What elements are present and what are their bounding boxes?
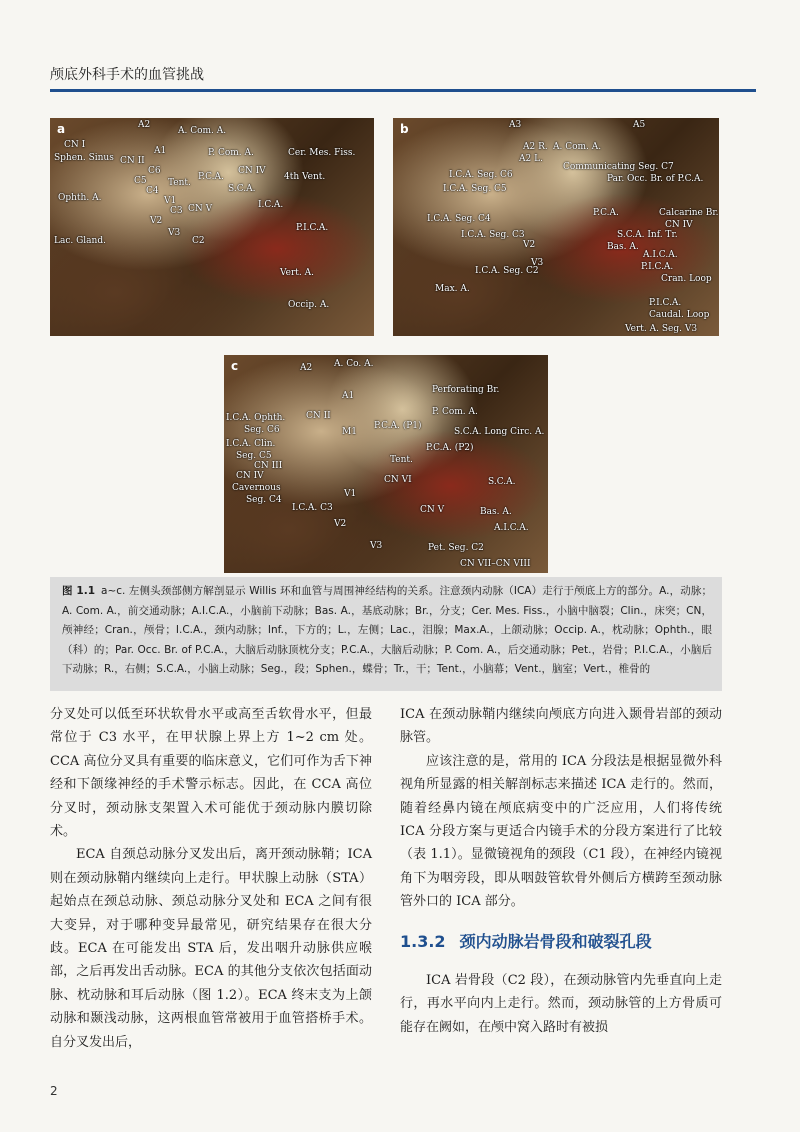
section-heading [400,930,722,953]
label: Cavernous [232,483,281,493]
figure-caption-text: a~c. 左侧头颈部侧方解剖显示 Willis 环和血管与周围神经结构的关系。注意颈内动脉（ICA）走行于颅底上方的部分。A.，动脉；A. Com. A.，前交通动脉；A.I.C.A.，小脑前下动脉；Bas. A.，基底动脉；Br.，分支；Cer. Mes. Fiss.，小脑中脑裂；Clin.，床突；CN，颅神经；Cran.，颅骨；I.C.A.，颈内动脉；Inf.，下方的；L.，左侧；Lac.，泪腺；Max.A.，上颌动脉；Occip. A.，枕动脉；Ophth.，眼（科）的；Par. Occ. Br. of P.C.A.，大脑后动脉顶枕分支；P.C.A.，大脑后动脉；P. Com. A.，后交通动脉；Pet.，岩骨；P.I.C.A.，小脑后下动脉；R.，右侧；S.C.A.，小脑上动脉；Seg.，段；Sphen.，蝶骨；Tr.，干；Tent.，小脑幕；Vent.，脑室；Vert.，椎骨的 [62,585,713,675]
label: A. Com. A. [553,142,602,152]
label: A.I.C.A. [494,523,529,533]
panel-letter-a: a [57,122,66,136]
label: P.I.C.A. [641,262,674,272]
label: C5 [134,176,147,186]
page-number: 2 [50,1084,58,1098]
body-column-left [50,703,372,1054]
label: S.C.A. Inf. Tr. [617,230,678,240]
label: Seg. C4 [246,495,282,505]
label: Pet. Seg. C2 [428,543,484,553]
label: A2 [300,363,313,373]
paragraph: 分叉处可以低至环状软骨水平或高至舌软骨水平，但最常位于 C3 水平，在甲状腺上界上方 1~2 cm 处。CCA 高位分叉具有重要的临床意义，它们可作为舌下神经和下颌缘神经的手术警示标志。因此，在 CCA 高位分叉时，颈动脉支架置入术可能优于颈动脉内膜切除术。 [50,707,372,840]
running-header: 颅底外科手术的血管挑战 [50,67,204,83]
label: Tent. [390,455,413,465]
label: P.I.C.A. [649,298,682,308]
label: I.C.A. Seg. C3 [461,230,525,240]
label: Seg. C6 [244,425,280,435]
label: I.C.A. Seg. C5 [443,184,507,194]
label: P.I.C.A. [296,223,329,233]
label: P.C.A. [198,172,224,182]
label: Seg. C5 [236,451,272,461]
label: I.C.A. Seg. C6 [449,170,513,180]
label: I.C.A. [258,200,284,210]
label: A. Co. A. [334,359,374,369]
label: CN IV [236,471,264,481]
label: 4th Vent. [284,172,326,182]
label: V2 [150,216,163,226]
label: Vert. A. Seg. V3 [625,324,698,334]
figure-panel-c [224,355,548,573]
label: CN II [306,411,331,421]
label: Perforating Br. [432,385,500,395]
label: Tent. [168,178,191,188]
label: A3 [509,120,522,130]
label: A5 [633,120,646,130]
label: Par. Occ. Br. of P.C.A. [607,174,704,184]
paragraph: 应该注意的是，常用的 ICA 分段法是根据显微外科视角所显露的相关解剖标志来描述 ICA 走行的。然而，随着经鼻内镜在颅底病变中的广泛应用，人们将传统 ICA 分段方案与更适合内镜手术的分段方案进行了比较（表 1.1）。显微镜视角的颈段（C1 段），在神经内镜视角下为咽旁段，即从咽鼓管软骨外侧后方横跨至颈动脉管外口的 ICA 部分。 [400,753,722,910]
label: S.C.A. Long Circ. A. [454,427,545,437]
label: A1 [342,391,355,401]
label: I.C.A. Seg. C2 [475,266,539,276]
label: P. Com. A. [432,407,478,417]
label: Bas. A. [480,507,512,517]
label: CN IV [238,166,266,176]
label: A2 [138,120,151,130]
label: Caudal. Loop [649,310,710,320]
label: A1 [154,146,167,156]
section-number: 1.3.2 [400,931,446,951]
label: Cer. Mes. Fiss. [288,148,356,158]
label: CN VI [384,475,412,485]
label: C3 [170,206,183,216]
figure-caption-label: 图 1.1 [62,585,96,597]
label: P. Com. A. [208,148,254,158]
label: CN II [120,156,145,166]
label: V3 [168,228,181,238]
label: P.C.A. (P2) [426,443,474,453]
panel-letter-b: b [400,122,409,136]
panel-letter-c: c [231,359,239,373]
label: Vert. A. [280,268,315,278]
label: S.C.A. [228,184,256,194]
figure-panel-b [393,118,719,336]
label: Communicating Seg. C7 [563,162,674,172]
label: Lac. Gland. [54,236,106,246]
label: Bas. A. [607,242,639,252]
label: Sphen. Sinus [54,153,114,163]
label: CN I [64,140,86,150]
label: P.C.A. (P1) [374,421,422,431]
header-rule [50,89,756,92]
label: I.C.A. Clin. [226,439,276,449]
label: V3 [531,258,544,268]
label: CN V [188,204,213,214]
label: CN V [420,505,445,515]
label: Occip. A. [288,300,330,310]
label: I.C.A. C3 [292,503,333,513]
label: Cran. Loop [661,274,712,284]
label: C6 [148,166,161,176]
label: M1 [342,427,357,437]
label: A2 R. [523,142,548,152]
label: C2 [192,236,205,246]
label: CN VII–CN VIII [460,559,531,569]
paragraph: ECA 自颈总动脉分叉发出后，离开颈动脉鞘；ICA 则在颈动脉鞘内继续向上走行。甲状腺上动脉（STA）起始点在颈总动脉、颈总动脉分叉处和 ECA 之间有很大变异，对于哪种变异最常见，研究结果存在很大分歧。ECA 在可能发出 STA 后，发出咽升动脉供应喉部，之后再发出舌动脉。ECA 的其他分支依次包括面动脉、枕动脉和耳后动脉（图 1.2）。ECA 终末支为上颌动脉和颞浅动脉，这两根血管常被用于血管搭桥手术。自分叉发出后， [50,847,372,1050]
label: P.C.A. [593,208,619,218]
label: V2 [523,240,536,250]
figure-panel-a [50,118,374,336]
label: S.C.A. [488,477,516,487]
label: C4 [146,186,159,196]
label: V1 [164,196,177,206]
label: CN IV [665,220,693,230]
label: Calcarine Br. [659,208,719,218]
label: I.C.A. Ophth. [226,413,286,423]
label: Ophth. A. [58,193,102,203]
label: A. Com. A. [178,126,227,136]
paragraph: ICA 岩骨段（C2 段），在颈动脉管内先垂直向上走行，再水平向内上走行。然而，颈动脉管的上方骨质可能存在阙如，在颅中窝入路时有被损 [400,973,722,1035]
label: Max. A. [435,284,470,294]
label: V1 [344,489,357,499]
section-title: 颈内动脉岩骨段和破裂孔段 [459,931,652,951]
figure-caption [62,582,712,680]
label: I.C.A. Seg. C4 [427,214,491,224]
body-column-right [400,703,722,1039]
label: A.I.C.A. [643,250,678,260]
label: V3 [370,541,383,551]
label: A2 L. [519,154,543,164]
paragraph: ICA 在颈动脉鞘内继续向颅底方向进入颞骨岩部的颈动脉管。 [400,707,722,746]
label: V2 [334,519,347,529]
label: CN III [254,461,283,471]
